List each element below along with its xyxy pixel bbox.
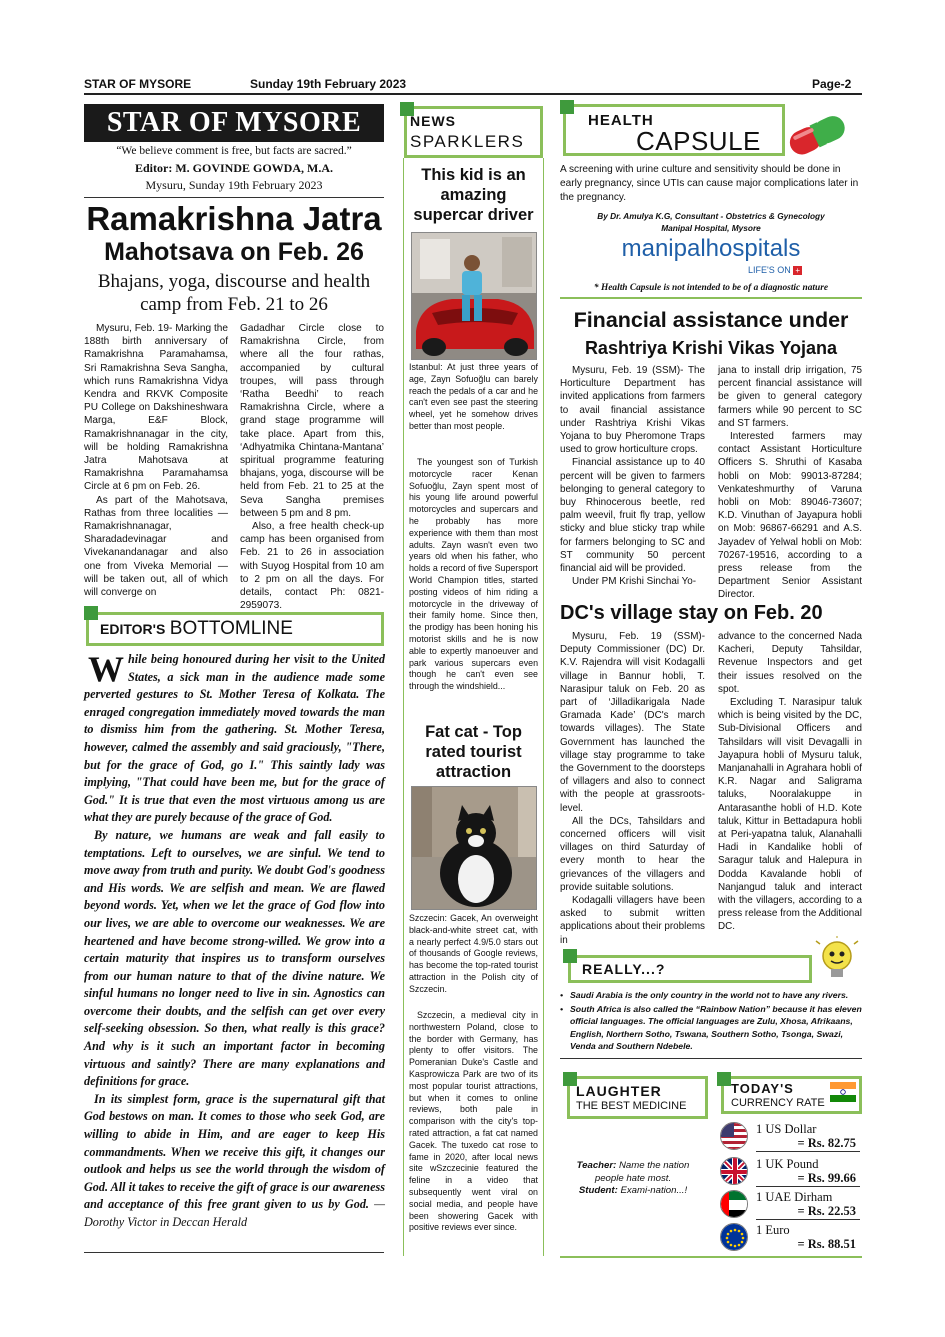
nameplate-motto: “We believe comment is free, but facts are sacred.” [116, 145, 352, 157]
dc-paragraph: All the DCs, Tahsildars and concerned officers will visit villages on third Saturday of every month to hear the grievances of the villagers and provide suitable solutions. [560, 815, 705, 893]
health-capsule-tab [560, 100, 574, 114]
lightbulb-icon [812, 936, 862, 988]
currency-label-light: CURRENCY RATE [731, 1097, 825, 1109]
lead-paragraph: Mysuru, Feb. 19- Marking the 188th birth anniversary of Ramakrishna Paramahamsa, Sri Ramakrishna Seva Sangha, which runs Ramakrishna Vidya Kendra and RKVK Composite PU College on Dakshineshwara Marga, E&F Block, Ramakrishnanagar in the city, will be holding Ramakrishna Jatra Mahotsava at Ramakrishna Paramahamsa Circle at 6 pm on Feb. 26. [84, 323, 228, 493]
editorial-paragraph: By nature, we humans are weak and fall easily to temptations. Left to ourselves, we are sinful. We tend to move away from truth and purity. We doubt God's goodness and His words. We are selfish and mean. We are flawed beyond words. Yet, when we let the grace of God flow into our lives, we are able to overcome our weaknesses. We are heartened and have become strong-willed. We grow into a certain maturity that inspires us to transform ourselves from our human nature to that of the divine nature. We sinful humans no longer need to live in sin. Agnostics can overcome their doubts, and the selfish can get over every self-seeking obsession. So then, what really is this grace? And why is it such an important factor in becoming virtuous and saintly? There are many explanations and definitions for grace. [84, 827, 385, 1089]
dc-paragraph: advance to the concerned Nada Kacheri, Deputy Tahsildar, Revenue Inspectors and get their issues resolved on the spot. [718, 631, 862, 695]
health-capsule-label-bold: HEALTH [588, 112, 654, 129]
masthead-date: Sunday 19th February 2023 [250, 77, 407, 91]
currency-unit: 1 UK Pound [756, 1157, 819, 1171]
really-bottom-rule [560, 1058, 862, 1059]
masthead-paper-name: STAR OF MYSORE [84, 77, 192, 91]
editorial-paragraph: While being honoured during her visit to the United States, a sick man in the audience made some perverted gestures to St. Mother Teresa of Kolkata. The enraged congregation immediately moved towards the man to dismiss him from the gathering. St. Mother Teresa, however, calmed the assembly and said graciously, "There, but for the grace of God, go I." This saintly lady was implying, "That could have been me, but for the grace of God." It is true that even the most virtuous among us are what they are purely because of the grace of God. [84, 649, 385, 825]
finance-column-1 [560, 364, 705, 588]
us-flag-icon [720, 1122, 748, 1150]
nameplate-dateline: Mysuru, Sunday 19th February 2023 [145, 178, 323, 192]
supercar-kid-illustration [412, 233, 537, 360]
uae-flag-icon [720, 1190, 748, 1218]
story1-body: The youngest son of Turkish motorcycle racer Kenan Sofuoğlu, Zayn spent most of his young life around powerful motorcycles and supercars and he probably has more experience with them than most adults. Zayn wasn't even two years old when his father, who holds a record of five Supersport World Champion titles, started posting videos of him riding a motorcycle in the driveway of their family home. Since then, the prodigy has been honing his motorist skills and he is now able to expertly manoeuver and park various supercars even though he can't even see through the windshield... [409, 457, 538, 692]
eu-flag-icon [720, 1223, 748, 1251]
currency-value: = Rs. 88.51 [797, 1237, 856, 1251]
nameplate-title: STAR OF MYSORE [106, 107, 362, 138]
currency-rate-row [720, 1223, 860, 1253]
editorial-paragraph: In its simplest form, grace is the supernatural gift that God bestows on man. It comes to those who seek God, are willing to abide in Him, and are eager to keep His commandments. When we receive this gift, it changes our outlook and helps us see the world through the wisdom of God. All it takes to receive the gift of grace is our awareness and acceptance of this free grant given to us by God. —Dorothy Victor in Deccan Herald [84, 1091, 385, 1229]
story1-headline: This kid is an amazing supercar driver [413, 166, 534, 224]
currency-label-bold: TODAY'S [731, 1081, 794, 1096]
really-label: REALLY...? [582, 961, 666, 977]
lead-column-2 [240, 322, 384, 612]
finance-column-2 [718, 364, 862, 602]
student-line: Exami-nation...! [620, 1185, 688, 1196]
india-flag-icon [830, 1082, 856, 1102]
currency-tab [717, 1072, 731, 1086]
news-sparklers-column-line-right [543, 158, 544, 1256]
health-capsule-disclaimer: * Health Capsule is not intended to be of a diagnostic nature [593, 283, 829, 293]
currency-rate-row [720, 1157, 860, 1187]
laughter-label-light: THE BEST MEDICINE [576, 1100, 687, 1112]
currency-value: = Rs. 99.66 [797, 1171, 856, 1185]
nameplate-editor: Editor: M. GOVINDE GOWDA, M.A. [135, 161, 333, 175]
story1-caption: Istanbul: At just three years of age, Zayn Sofuoğlu can barely reach the pedals of a car and he can't even see past the steering wheel, yet he somehow drives better than most people. [409, 362, 538, 431]
editorial-drop-cap: W [88, 649, 124, 689]
pill-capsule-icon [778, 108, 862, 160]
teacher-label: Teacher: [576, 1160, 617, 1171]
health-capsule-label-light: CAPSULE [636, 126, 761, 156]
news-sparklers-column-line-left [403, 158, 404, 1256]
finance-headline-1: Financial assistance under [573, 308, 849, 332]
finance-headline-2: Rashtriya Krishi Vikas Yojana [584, 338, 838, 358]
currency-rule [756, 1186, 860, 1187]
lead-headline-2: Mahotsava on Feb. 26 [104, 238, 364, 266]
finance-paragraph: Interested farmers may contact Assistant Horticulture Officers S. Shruthi of Kasaba hobli on Mob: 99013-87284; Venkateshmurthy of Varuna hobli on Mob: 89046-73607; K.D. Vinuthan of Jayapura hobli on Mob: 96867-66291 and A.S. Jayadev of Yelwal hobli on Mob: 70267-19516, according to a press release from the Department Senior Assistant Director. [718, 431, 862, 601]
news-sparklers-label-light: SPARKLERS [410, 132, 525, 151]
manipal-hospitals-logo: manipalhospitals [621, 235, 801, 262]
currency-rate-row [720, 1122, 860, 1152]
lead-column-1 [84, 322, 228, 599]
editorial-label-light: BOTTOMLINE [169, 618, 293, 639]
fat-cat-illustration [412, 787, 537, 910]
laughter-label-bold: LAUGHTER [576, 1083, 662, 1099]
dc-headline: DC's village stay on Feb. 20 [560, 602, 823, 624]
supercar-kid-photo [411, 232, 537, 360]
really-tab [563, 949, 577, 963]
editorial-label-bold: EDITOR'S [100, 621, 166, 637]
health-capsule-text: A screening with urine culture and sensitivity should be done in early pregnancy, since UTIs can cause major complications later in the pregnancy. [560, 164, 859, 203]
currency-value: = Rs. 22.53 [797, 1204, 856, 1218]
plus-icon: + [793, 266, 802, 275]
finance-paragraph: Financial assistance up to 40 percent will be given to farmers belonging to general category to buy Rhinocerous beetle, red palm weevil, fruit fly trap, yellow sticky and blue sticky trap while for farmers belonging to SC and ST community 50 percent financial aid will be provided. [560, 457, 705, 575]
masthead-rule [84, 93, 862, 95]
health-capsule-bottom-rule [560, 297, 862, 299]
laughter-tab [563, 1072, 577, 1086]
lead-paragraph: Also, a free health check-up camp has been organised from Feb. 21 to 26 in association with Suyog Hospital from 10 am to 2 pm on all the days. For details, contact Ph: 0821-2959073. [240, 521, 384, 612]
dc-paragraph: Excluding T. Narasipur taluk which is being visited by the DC, Sub-Divisional Officers and Tahsildars will visit Devagalli in Jayapura hobli of Mysuru taluk, Manjanahalli in Agrahara hobli of K.R. Nagar and Saligrama taluks, Nooralakuppe in Antarasanthe hobli of H.D. Kote taluk, Kittur in Bettadapura hobli at Peri-yapatna taluk, Alanahalli Hadi in Kandalike hobli of Saragur taluk and Halepura in Dodda Kavalande hobli of Nanjangud taluk and interact with the villagers, according to a press release from the Additional DC. [718, 697, 862, 933]
finance-paragraph: jana to install drip irrigation, 75 percent financial assistance will be given to general category farmers while 90 percent to SC and ST farmers. [718, 365, 862, 429]
really-facts-list [560, 989, 862, 1052]
teacher-line: Name the nation people hate most. [594, 1160, 690, 1184]
lead-headline-1: Ramakrishna Jatra [86, 200, 382, 237]
dc-paragraph: Mysuru, Feb. 19 (SSM)- Deputy Commissioner (DC) Dr. K.V. Rajendra will visit Kodagalli village in Bannur hobli, T. Narasipur taluk on Feb. 20 as part of ‘Jilladikarigala Nade Gramada Kade’ (DC's march towards villages). The State Government has launched the village stay programme to take the Government to the doorsteps of villagers and also to connect with the people at grassroots-level. [560, 631, 705, 814]
laughter-joke [566, 1160, 700, 1198]
student-label: Student: [578, 1185, 618, 1196]
currency-unit: 1 US Dollar [756, 1122, 817, 1136]
currency-rate-row [720, 1190, 860, 1220]
currency-unit: 1 Euro [756, 1223, 790, 1237]
health-capsule-byline: By Dr. Amulya K.G, Consultant - Obstetrics & Gynecology [597, 211, 825, 221]
lead-paragraph: Gadadhar Circle close to Ramakrishna Circle, from where all the four rathas, accompanied by cultural troupes, will pass through ‘Ratha Beedhi’ to reach Ramakrishna Circle, where a grand stage programme will take place. Apart from this, ‘Adhyatmika Chintana-Mantana’ spiritual programme featuring bhajans, yoga, discourse will be held from Feb. 21 to 25 at the Seva Sangha premises between 5 pm and 8 pm. [240, 323, 384, 519]
finance-paragraph: Under PM Krishi Sinchai Yo- [572, 576, 697, 588]
dc-paragraph: Kodagalli villagers have been asked to submit written applications about their problems in [560, 895, 705, 946]
editorial-body [84, 651, 385, 1232]
finance-paragraph: Mysuru, Feb. 19 (SSM)- The Horticulture Department has invited applications from farmers to avail financial assistance under Rashtriya Krishi Vikas Yojana to buy Pheromone Traps used to grow horticulture crops. [560, 365, 705, 456]
story2-body: Szczecin, a medieval city in northwestern Poland, close to the border with Germany, has plenty to offer visitors. The Pomeranian Duke's Castle and Kasprowicza Park are two of its most popular tourist attractions, but when it comes to online reviews, both pale in comparison with the city's top-rated attraction, a fat cat named Gacek. The tuxedo cat rose to fame in 2020, after local news site wSzczecinie featured the feline in a video that subsequently went viral on social media, and people have been showering Gacek with positive reviews ever since. [409, 1010, 538, 1233]
uk-flag-icon [720, 1157, 748, 1185]
currency-rule [756, 1219, 860, 1220]
fat-cat-photo [411, 786, 537, 910]
manipal-tagline: LIFE'S ON + [748, 265, 802, 275]
really-fact: • Saudi Arabia is the only country in the world not to have any rivers. [560, 990, 849, 1000]
masthead-page-number: Page-2 [812, 77, 852, 91]
editorial-tab [84, 606, 98, 620]
currency-value: = Rs. 82.75 [797, 1136, 856, 1150]
right-column-bottom-rule [560, 1256, 862, 1258]
editorial-bottom-rule [84, 1252, 384, 1253]
health-capsule-byline-2: Manipal Hospital, Mysore [661, 223, 761, 233]
currency-unit: 1 UAE Dirham [756, 1190, 833, 1204]
story2-headline: Fat cat - Top rated tourist attraction [425, 723, 522, 781]
story2-caption: Szczecin: Gacek, An overweight black-and-white street cat, with a nearly perfect 4.9/5.0 stars out of thousands of Google reviews, has become the top-rated tourist attraction in the Polish city of Szczecin. [409, 913, 538, 994]
dc-column-1 [560, 630, 705, 947]
news-sparklers-label-bold: NEWS [410, 113, 456, 129]
editorial-credit: —Dorothy Victor in Deccan Herald [84, 1197, 385, 1229]
editorial-label [100, 618, 293, 640]
dc-column-2 [718, 630, 862, 934]
lead-paragraph: As part of the Mahotsava, Rathas from three localities — Ramakrishnanagar, Sharadadevinagar and Vivekanandanagar and also one from Viveka Memorial — will be taken out, all of which will converge on [84, 494, 228, 599]
nameplate-rule [84, 197, 384, 198]
lead-subhead: Bhajans, yoga, discourse and health camp from Feb. 21 to 26 [97, 271, 371, 315]
currency-rule [756, 1151, 860, 1152]
really-fact: • South Africa is also called the “Rainbow Nation” because it has eleven official languages. The official languages are Zulu, Xhosa, Afrikaans, English, Northern Sotho, Tswana, Southern Sotho, Tsonga, Swazi, Venda and Southern Ndebele. [560, 1004, 862, 1051]
